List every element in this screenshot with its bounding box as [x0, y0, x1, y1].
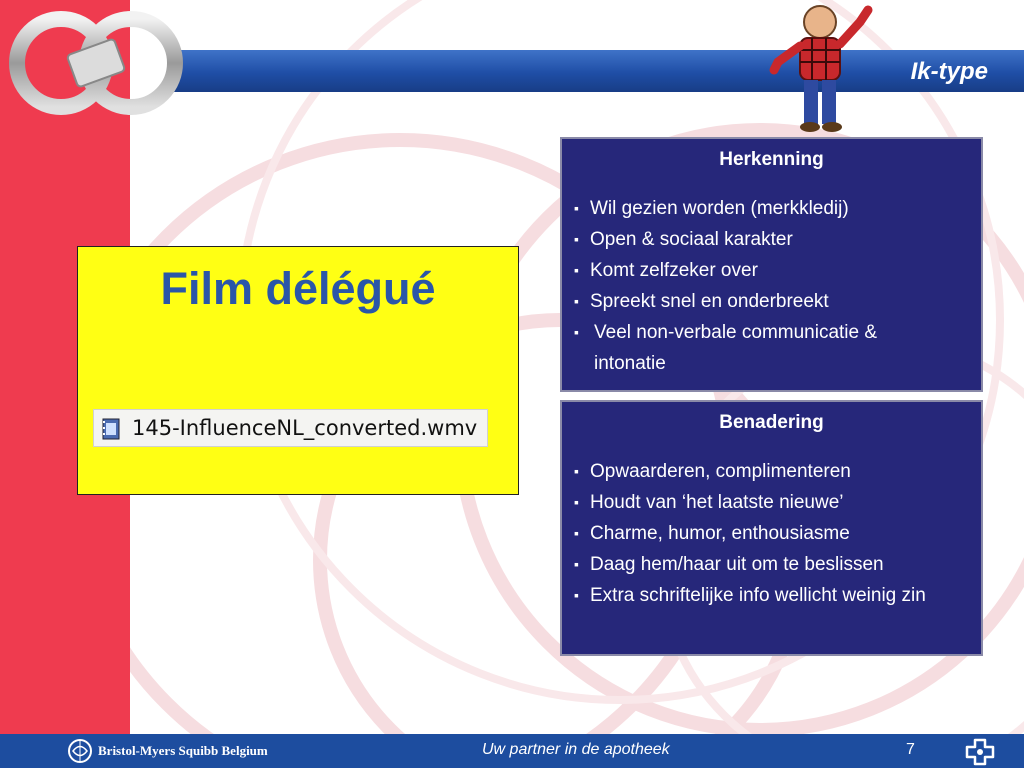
panel-title: Benadering [719, 412, 824, 433]
list-item: ▪ Open & sociaal karakter [574, 224, 981, 255]
film-title: Film délégué [160, 263, 436, 314]
footer-tagline: Uw partner in de apotheek [482, 741, 670, 758]
herkenning-list [574, 193, 981, 379]
list-item: ▪ Veel non-verbale communicatie & intonatie [574, 317, 924, 379]
benadering-list [574, 456, 981, 611]
list-item: ▪ Komt zelfzeker over [574, 255, 981, 286]
benadering-panel [560, 400, 983, 656]
list-item: ▪ Charme, humor, enthousiasme [574, 518, 981, 549]
list-item: ▪ Daag hem/haar uit om te beslissen [574, 549, 981, 580]
header-bar [170, 50, 1024, 92]
video-file-icon [102, 418, 120, 440]
list-item: ▪ Houdt van ‘het laatste nieuwe’ [574, 487, 981, 518]
panel-title: Herkenning [719, 149, 824, 170]
list-item: ▪ Extra schriftelijke info wellicht weinig zin [574, 580, 981, 611]
pharmacy-cross-icon [965, 738, 995, 766]
list-item: ▪ Wil gezien worden (merkkledij) [574, 193, 981, 224]
list-item: ▪ Spreekt snel en onderbreekt [574, 286, 981, 317]
slide-title: Ik-type [910, 58, 988, 85]
company-name: Bristol-Myers Squibb Belgium [98, 743, 268, 758]
mascot-character-icon [760, 0, 880, 135]
herkenning-panel [560, 137, 983, 392]
video-file-name: 145-InfluenceNL_converted.wmv [132, 416, 478, 440]
film-box [77, 246, 519, 495]
footer-bar [0, 734, 1024, 768]
bms-logo-icon [67, 738, 93, 764]
list-item: ▪ Opwaarderen, complimenteren [574, 456, 981, 487]
page-number: 7 [906, 741, 915, 758]
video-file-link[interactable] [93, 409, 488, 447]
logo-rings-icon [6, 8, 186, 118]
